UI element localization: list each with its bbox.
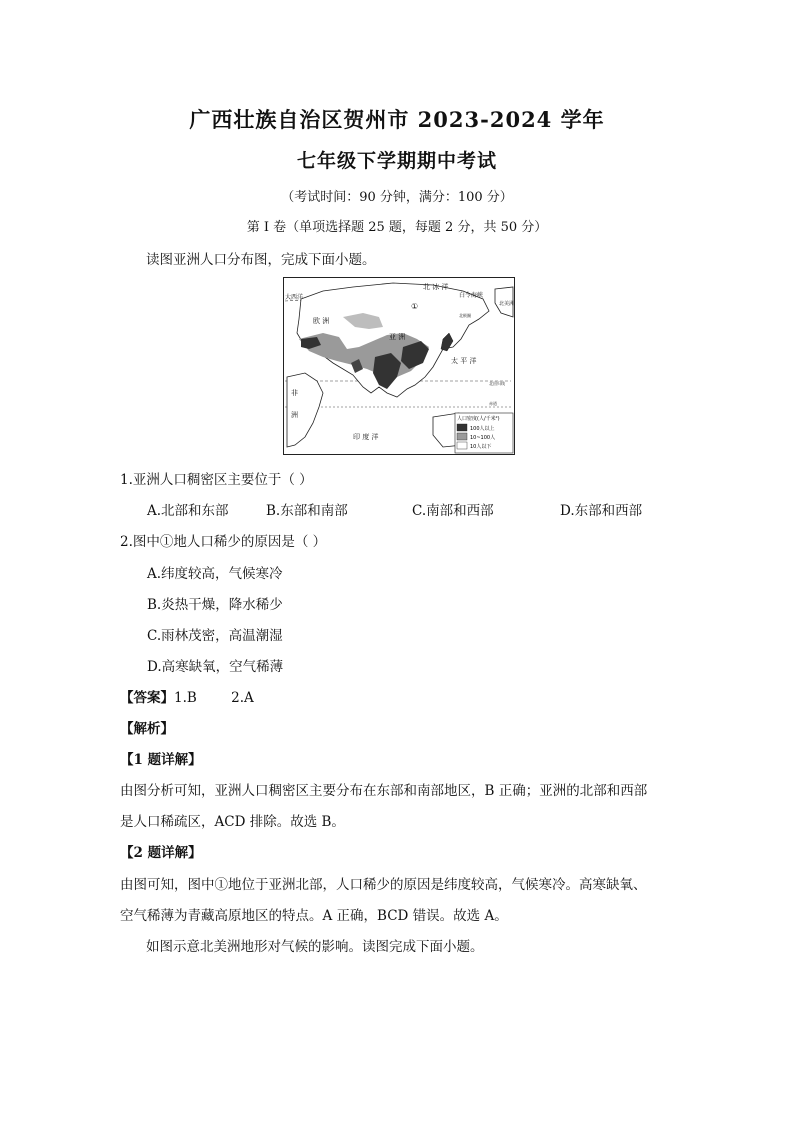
legend-swatch-high — [457, 424, 467, 431]
q1-option-b: B.东部和南部 — [266, 503, 348, 519]
q2-option-a: A.纬度较高，气候寒冷 — [147, 566, 283, 582]
analysis-label: 【解析】 — [120, 721, 174, 737]
legend-title: 人口密度(人/千米²) — [457, 416, 500, 422]
detail1-text-line2: 是人口稀疏区，ACD 排除。故选 B。 — [120, 814, 345, 830]
label-tropic: 北回归线 — [489, 381, 505, 386]
label-north-america: 北美洲 — [499, 301, 515, 307]
detail2-label: 【2 题详解】 — [120, 845, 202, 861]
q1-option-d: D.东部和西部 — [560, 503, 643, 519]
q2-option-d: D.高寒缺氧，空气稀薄 — [147, 659, 284, 675]
label-bering-strait: 白令海峡 — [459, 292, 484, 299]
label-atlantic: 大西洋 — [285, 294, 304, 301]
q1-stem: 1.亚洲人口稠密区主要位于（ ） — [120, 472, 313, 488]
intro-asia-map: 读图亚洲人口分布图，完成下面小题。 — [146, 252, 376, 268]
q2-option-c: C.雨林茂密，高温潮湿 — [147, 628, 283, 644]
section-info: 第 I 卷（单项选择题 25 题，每题 2 分，共 50 分） — [246, 220, 548, 235]
document-title: 广西壮族自治区贺州市 2023-2024 学年 — [189, 107, 605, 132]
detail1-label: 【1 题详解】 — [120, 752, 202, 768]
detail1-text-line1: 由图分析可知，亚洲人口稠密区主要分布在东部和南部地区，B 正确；亚洲的北部和西部 — [120, 783, 648, 799]
legend-swatch-low — [457, 442, 467, 449]
label-marker-1: ① — [411, 302, 419, 311]
legend-low-label: 10人以下 — [470, 444, 492, 450]
q1-option-c: C.南部和西部 — [412, 503, 494, 519]
label-africa-2: 洲 — [291, 411, 298, 419]
label-africa-1: 非 — [291, 389, 298, 397]
intro-north-america: 如图示意北美洲地形对气候的影响。读图完成下面小题。 — [146, 939, 484, 955]
label-indian-ocean: 印 度 洋 — [353, 433, 379, 441]
q2-stem: 2.图中①地人口稀少的原因是（ ） — [120, 534, 327, 550]
label-pacific: 太 平 洋 — [451, 357, 477, 365]
detail2-text-line1: 由图可知，图中①地位于亚洲北部，人口稀少的原因是纬度较高，气候寒冷。高寒缺氧、 — [120, 877, 647, 893]
q2-option-b: B.炎热干燥，降水稀少 — [147, 597, 283, 613]
answer-label: 【答案】 — [120, 690, 174, 706]
label-equator: 赤道 — [489, 401, 497, 406]
label-arctic-ocean: 北 冰 洋 — [423, 283, 449, 291]
answer-text: 1.B 2.A — [174, 690, 254, 706]
label-asia: 亚 洲 — [389, 333, 406, 341]
legend-high-label: 100人以上 — [470, 426, 495, 432]
detail2-text-line2: 空气稀薄为青藏高原地区的特点。A 正确，BCD 错误。故选 A。 — [120, 908, 508, 924]
legend-mid-label: 10~100人 — [470, 435, 496, 441]
asia-population-map — [283, 277, 515, 455]
q1-option-a: A.北部和东部 — [147, 503, 229, 519]
document-subtitle: 七年级下学期期中考试 — [296, 150, 497, 172]
legend-swatch-mid — [457, 433, 467, 440]
label-europe: 欧 洲 — [313, 317, 330, 325]
answer-line — [120, 686, 254, 706]
label-arctic-circle: 北极圈 — [459, 313, 471, 318]
exam-info: （考试时间：90 分钟，满分：100 分） — [281, 190, 513, 205]
